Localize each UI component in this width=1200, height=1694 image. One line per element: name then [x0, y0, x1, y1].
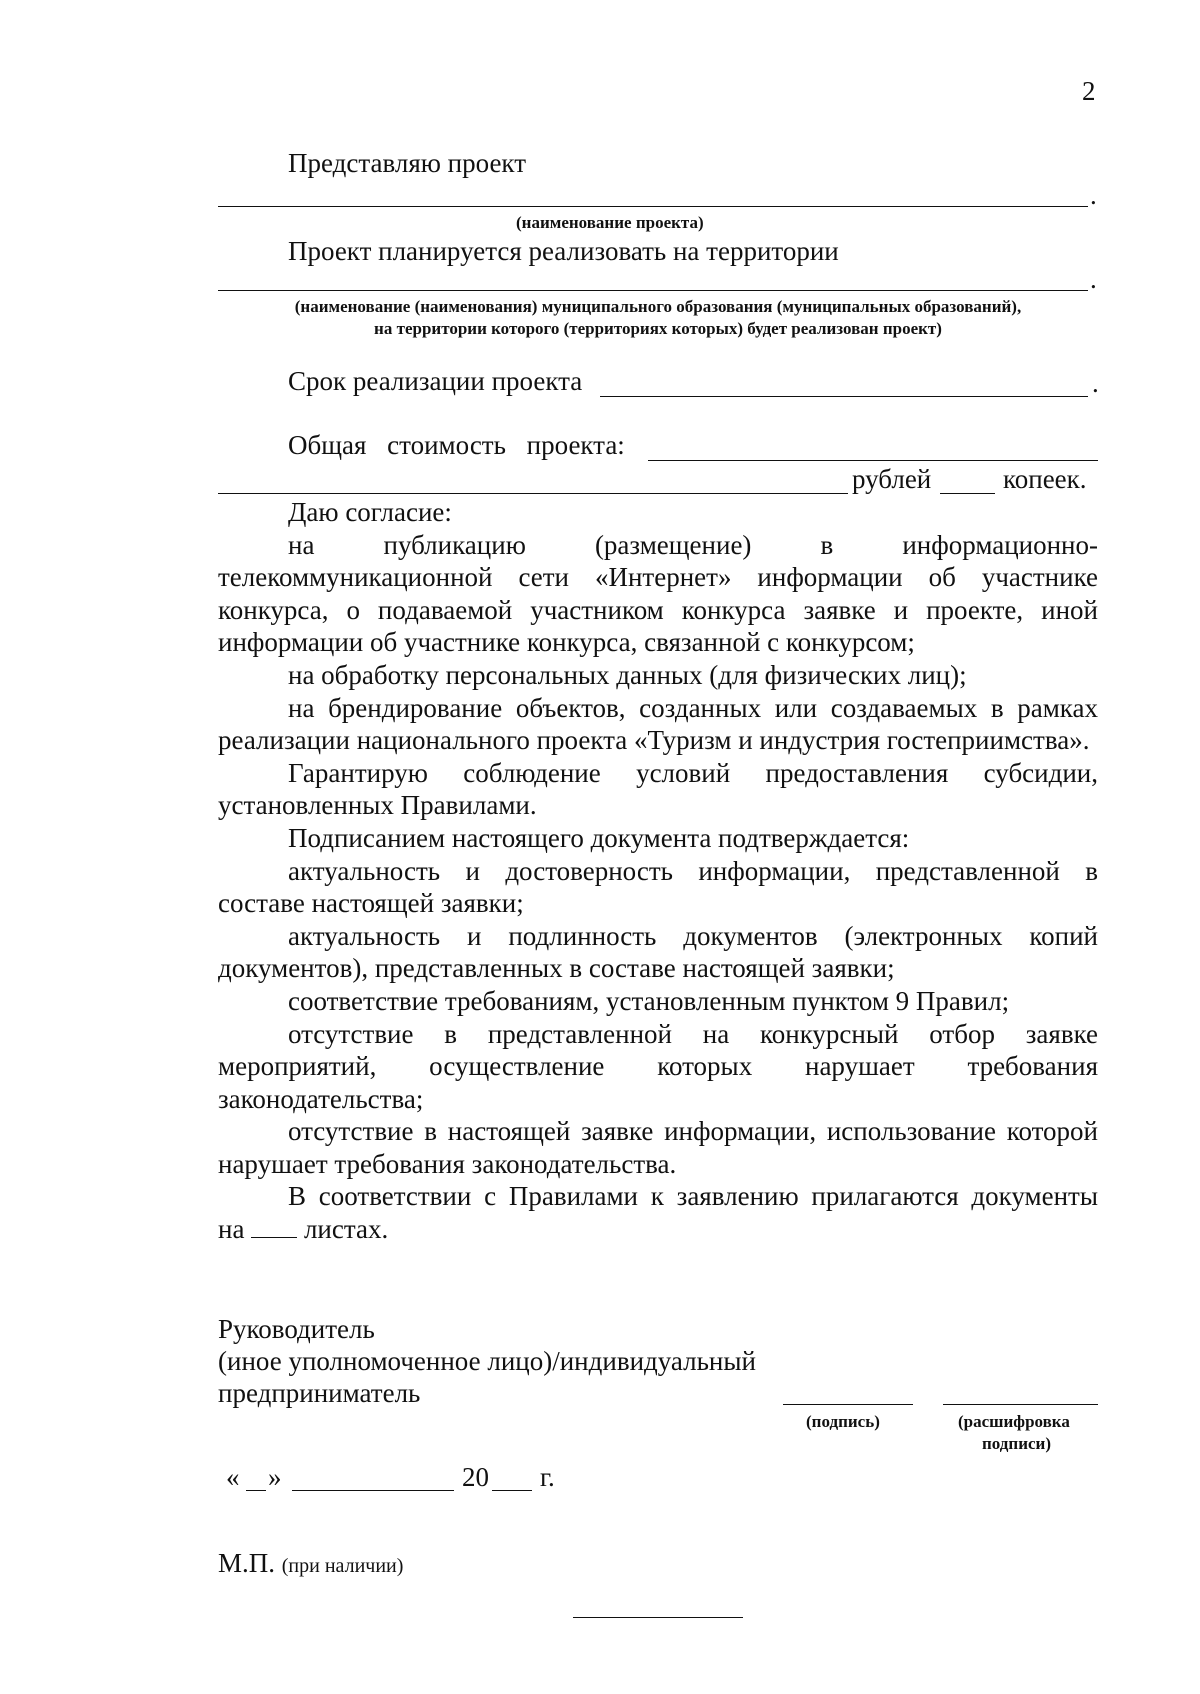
- decode-caption-2: подписи): [982, 1434, 1051, 1453]
- cost-label: Общая стоимость проекта:: [288, 430, 625, 460]
- closing-rule: [573, 1617, 743, 1618]
- confirm-item-no-illegal-info: отсутствие в настоящей заявке информации, использование которой нарушает требования законодательства.: [218, 1116, 1098, 1179]
- kopecks-label: копеек.: [1003, 464, 1087, 494]
- signature-caption: (подпись): [806, 1412, 880, 1431]
- decode-caption-1: (расшифровка: [958, 1412, 1070, 1431]
- consent-item-branding: на брендирование объектов, созданных или создаваемых в рамках реализации национального проекта «Туризм и индустрия гостеприимства».: [218, 692, 1098, 756]
- confirm-item-compliance: соответствие требованиям, установленным пунктом 9 Правил;: [288, 985, 1010, 1016]
- consent-item-personal-data: на обработку персональных данных (для физических лиц);: [288, 659, 967, 690]
- cost-line-1: [648, 460, 1098, 461]
- period-mark: .: [1090, 180, 1097, 210]
- stamp-label: М.П. (при наличии): [218, 1548, 404, 1578]
- cost-line-2: [218, 493, 848, 494]
- kopecks-blank: [940, 493, 995, 494]
- role-line-3: предприниматель: [218, 1378, 421, 1408]
- consent-title: Даю согласие:: [288, 497, 452, 527]
- territory-caption-1: (наименование (наименования) муниципального образования (муниципальных образований),: [294, 297, 1022, 316]
- confirm-item-no-violations: отсутствие в представленной на конкурсный отбор заявке мероприятий, осуществление которых нарушает требования законодательства;: [218, 1018, 1098, 1114]
- guarantee-text: Гарантирую соблюдение условий предоставления субсидии, установленных Правилами.: [218, 757, 1098, 821]
- rubles-label: рублей: [852, 464, 932, 494]
- confirm-item-accuracy: актуальность и достоверность информации, представленной в составе настоящей заявки;: [218, 855, 1098, 919]
- attachment-sheets: на листах.: [218, 1214, 389, 1245]
- territory-line: [218, 290, 1088, 291]
- term-line: [600, 396, 1088, 397]
- page-number: 2: [1082, 76, 1096, 106]
- date-year-blank: [492, 1490, 532, 1491]
- consent-item-publication: на публикацию (размещение) в информационно-телекоммуникационной сети «Интернет» информации об участнике конкурса, о подаваемой участником конкурса заявке и проекте, иной информации об участнике конкурса, связанной с конкурсом;: [218, 529, 1098, 658]
- year-suffix: г.: [540, 1462, 555, 1492]
- term-label: Срок реализации проекта: [288, 366, 583, 396]
- attachment-text: В соответствии с Правилами к заявлению прилагаются документы: [288, 1181, 1098, 1212]
- period-mark: .: [1090, 264, 1097, 294]
- date-close-quote: »: [268, 1462, 282, 1492]
- year-prefix: 20: [462, 1462, 489, 1492]
- signature-decode-line: [943, 1404, 1098, 1405]
- project-intro: Представляю проект: [288, 148, 526, 178]
- role-line-2: (иное уполномоченное лицо)/индивидуальный: [218, 1346, 756, 1376]
- date-month-blank: [292, 1490, 454, 1491]
- signature-line: [783, 1404, 913, 1405]
- territory-label: Проект планируется реализовать на территории: [288, 236, 839, 266]
- date-day-blank: [246, 1490, 266, 1491]
- signing-title: Подписанием настоящего документа подтверждается:: [288, 822, 910, 853]
- consent-body: [218, 496, 1098, 1246]
- territory-caption-2: на территории которого (территориях которых) будет реализован проект): [374, 319, 942, 338]
- role-line-1: Руководитель: [218, 1314, 375, 1344]
- project-name-caption: (наименование проекта): [516, 213, 704, 232]
- confirm-item-authenticity: актуальность и подлинность документов (электронных копий документов), представленных в составе настоящей заявки;: [218, 920, 1098, 984]
- period-mark: .: [1092, 368, 1099, 398]
- project-name-line: [218, 206, 1088, 207]
- date-open-quote: «: [226, 1462, 240, 1492]
